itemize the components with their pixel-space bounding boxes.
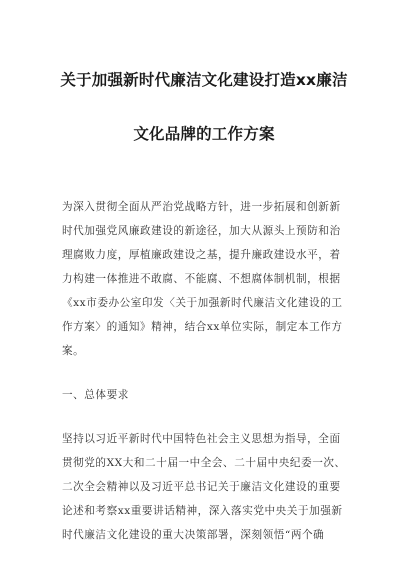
intro-paragraph-line: 作方案〉的通知》精神，结合xx单位实际，制定本工作方 [62, 321, 343, 333]
intro-paragraph-line: 力构建一体推进不敢腐、不能腐、不想腐体制机制，根据 [62, 273, 341, 285]
section-paragraph-line: 坚持以习近平新时代中国特色社会主义思想为指导，全面 [62, 433, 341, 445]
section-paragraph-line: 时代廉洁文化建设的重大决策部署，深刻领悟“两个确 [62, 529, 325, 541]
section-paragraph-line: 论述和考察xx重要讲话精神，深入落实党中央关于加强新 [62, 505, 343, 517]
section-paragraph-line: 贯彻党的XX大和二十届一中全会、二十届中央纪委一次、 [62, 457, 346, 469]
section-heading: 一、总体要求 [62, 389, 129, 401]
intro-paragraph-line: 理腐败力度，厚植廉政建设之基，提升廉政建设水平，着 [62, 249, 341, 261]
intro-paragraph-line: 案。 [62, 345, 85, 357]
document-title-line-1: 关于加强新时代廉洁文化建设打造xx廉洁 [60, 71, 348, 89]
intro-paragraph-line: 《xx市委办公室印发〈关于加强新时代廉洁文化建设的工 [62, 297, 343, 309]
intro-paragraph-line: 为深入贯彻全面从严治党战略方针，进一步拓展和创新新 [62, 201, 341, 213]
intro-paragraph-line: 时代加强党风廉政建设的新途径，加大从源头上预防和治 [62, 225, 341, 237]
section-paragraph-line: 二次全会精神以及习近平总书记关于廉洁文化建设的重要 [62, 481, 341, 493]
document-title-line-2: 文化品牌的工作方案 [133, 125, 275, 143]
